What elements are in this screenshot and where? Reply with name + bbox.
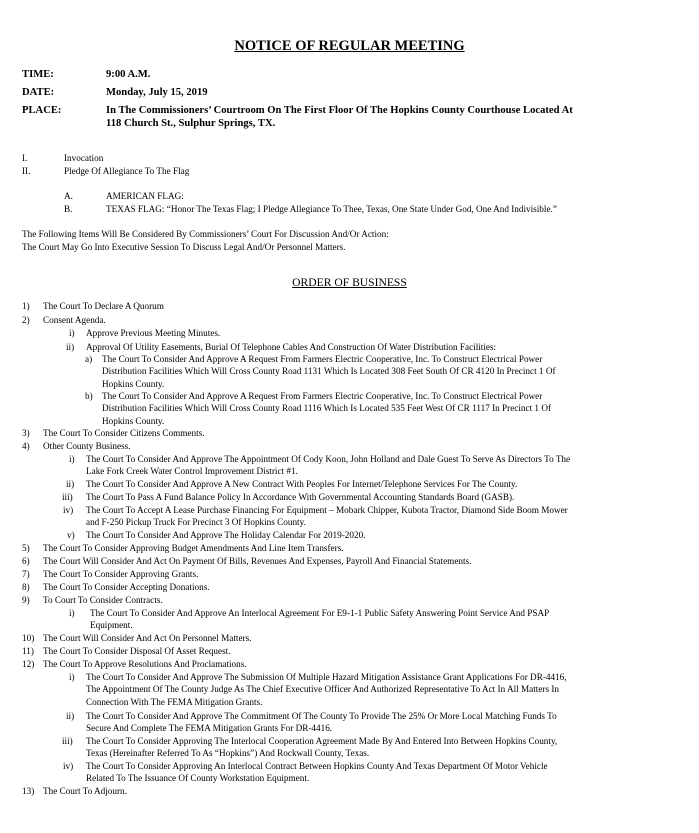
opening-num: I. <box>22 153 28 163</box>
agenda-item-text: Hopkins County. <box>102 378 165 389</box>
agenda-item-number: 5) <box>22 543 30 553</box>
agenda-item-number: 1) <box>22 301 30 311</box>
agenda-item-text: Distribution Facilities Which Will Cross County Road 1131 Which Is Located 308 Feet South Of CR 4120 In Precinct 1 Of <box>102 366 556 377</box>
agenda-item-text: The Court Will Consider And Act On Payment Of Bills, Revenues And Expenses, Payroll And Financial Statements. <box>43 556 472 566</box>
agenda-item-text: The Court To Consider Accepting Donations. <box>43 582 210 592</box>
opening-invocation: Invocation <box>64 153 104 163</box>
intro-line: The Court May Go Into Executive Session To Discuss Legal And/Or Personnel Matters. <box>22 242 346 252</box>
agenda-item-number: iv) <box>63 761 74 771</box>
agenda-item-text: The Court To Approve Resolutions And Proclamations. <box>43 659 247 669</box>
pledge-texas-flag: TEXAS FLAG: “Honor The Texas Flag; I Pledge Allegiance To Thee, Texas, One State Under God, One And Indivisible.” <box>106 204 557 214</box>
agenda-item-text: The Court To Pass A Fund Balance Policy In Accordance With Governmental Accounting Standards Board (GASB). <box>86 492 515 502</box>
agenda-item-text: The Court To Consider Approving An Interlocal Contract Between Hopkins County And Texas Department Of Motor Vehicle <box>86 761 548 771</box>
agenda-item-number: iii) <box>62 492 73 502</box>
agenda-item-number: i) <box>69 672 75 682</box>
agenda-item-number: 13) <box>22 786 35 796</box>
agenda-item-text: Consent Agenda. <box>43 315 106 325</box>
agenda-item-number: 12) <box>22 659 35 669</box>
date-value: Monday, July 15, 2019 <box>106 87 208 98</box>
agenda-item-text: The Appointment Of The County Judge As The Chief Executive Officer And Authorized Representative To Act In All Matters In <box>86 684 560 695</box>
agenda-item-text: Related To The Issuance Of County Workstation Equipment. <box>86 773 310 784</box>
agenda-item-text: Hopkins County. <box>102 415 165 426</box>
agenda-item-text: Secure And Complete The FEMA Mitigation Grants For DR-4416. <box>86 723 333 734</box>
agenda-item-text: The Court To Consider And Approve The Commitment Of The County To Provide The 25% Or More Local Matching Funds To <box>86 711 557 721</box>
agenda-item-text: To Court To Consider Contracts. <box>43 595 163 605</box>
agenda-item-text: Approval Of Utility Easements, Burial Of Telephone Cables And Construction Of Water Distribution Facilities: <box>86 342 497 352</box>
place-label: PLACE: <box>22 105 62 116</box>
agenda-item-number: 4) <box>22 441 30 451</box>
pledge-num: A. <box>64 191 73 201</box>
agenda-item-text: Approve Previous Meeting Minutes. <box>86 328 221 338</box>
agenda-item-text: The Court To Consider And Approve A Request From Farmers Electric Cooperative, Inc. To Construct Electrical Power <box>102 391 543 401</box>
agenda-item-text: Other County Business. <box>43 441 131 451</box>
agenda-item-text: The Court To Consider And Approve The Appointment Of Cody Koon, John Holland and Dale Guest To Serve As Directors To The <box>86 454 571 464</box>
agenda-item-text: The Court Will Consider And Act On Personnel Matters. <box>43 633 252 643</box>
agenda-item-text: The Court To Consider And Approve The Holiday Calendar For 2019-2020. <box>86 530 366 540</box>
agenda-item-text: Texas (Hereinafter Referred To As “Hopkins”) And Rockwall County, Texas. <box>86 748 370 759</box>
agenda-item-number: 7) <box>22 569 30 579</box>
agenda-item-number: 3) <box>22 428 30 438</box>
agenda-item-number: i) <box>69 328 75 338</box>
agenda-item-number: i) <box>69 454 75 464</box>
agenda-item-number: ii) <box>66 342 75 352</box>
agenda-item-number: 11) <box>22 646 34 656</box>
agenda-item-number: b) <box>85 391 93 401</box>
date-label: DATE: <box>22 87 55 98</box>
agenda-item-text: Equipment. <box>90 620 133 631</box>
agenda-item-number: iv) <box>63 505 74 515</box>
opening-num: II. <box>22 166 31 176</box>
agenda-item-text: The Court To Accept A Lease Purchase Financing For Equipment – Mobark Chipper, Kubota Tractor, Diamond Side Boom Mower <box>86 505 568 515</box>
agenda-item-number: i) <box>69 608 75 618</box>
agenda-item-text: Connection With The FEMA Mitigation Grants. <box>86 696 263 707</box>
agenda-item-number: iii) <box>62 736 73 746</box>
agenda-item-text: The Court To Consider Approving The Interlocal Cooperation Agreement Made By And Entered Into Between Hopkins County, <box>86 736 558 746</box>
agenda-item-number: 6) <box>22 556 30 566</box>
agenda-item-text: The Court To Consider Disposal Of Asset Request. <box>43 646 231 656</box>
agenda-item-text: The Court To Consider Approving Grants. <box>43 569 199 579</box>
agenda-item-number: a) <box>85 354 93 364</box>
agenda-item-text: The Court To Consider And Approve The Submission Of Multiple Hazard Mitigation Assistance Grant Applications For DR-4416, <box>86 672 567 682</box>
time-label: TIME: <box>22 69 54 80</box>
pledge-american-flag: AMERICAN FLAG: <box>106 191 184 201</box>
place-value-line-2: 118 Church St., Sulphur Springs, TX. <box>106 118 276 129</box>
opening-pledge: Pledge Of Allegiance To The Flag <box>64 166 190 176</box>
agenda-item-text: The Court To Consider And Approve An Interlocal Agreement For E9-1-1 Public Safety Answering Point Service And PSAP <box>90 608 550 618</box>
agenda-item-number: v) <box>67 530 75 540</box>
agenda-item-number: ii) <box>66 711 75 721</box>
agenda-item-text: The Court To Consider And Approve A Request From Farmers Electric Cooperative, Inc. To Construct Electrical Power <box>102 354 543 364</box>
agenda-item-text: Lake Fork Creek Water Control Improvement District #1. <box>86 466 298 477</box>
place-value-line-1: In The Commissioners’ Courtroom On The First Floor Of The Hopkins County Courthouse Located At <box>106 105 573 116</box>
agenda-item-text: The Court To Consider Approving Budget Amendments And Line Item Transfers. <box>43 543 344 553</box>
agenda-item-number: 8) <box>22 582 30 592</box>
document-title: NOTICE OF REGULAR MEETING <box>234 38 465 54</box>
pledge-num: B. <box>64 204 73 214</box>
agenda-item-text: and F-250 Pickup Truck For Precinct 3 Of Hopkins County. <box>86 517 306 528</box>
time-value: 9:00 A.M. <box>106 69 151 80</box>
agenda-item-number: 9) <box>22 595 30 605</box>
agenda-item-number: ii) <box>66 479 75 489</box>
agenda-item-text: The Court To Consider Citizens Comments. <box>43 428 205 438</box>
agenda-item-text: The Court To Declare A Quorum <box>43 301 164 311</box>
intro-line: The Following Items Will Be Considered By Commissioners’ Court For Discussion And/Or Action: <box>22 229 389 239</box>
agenda-item-text: The Court To Consider And Approve A New Contract With Peoples For Internet/Telephone Services For The County. <box>86 479 518 489</box>
agenda-item-number: 10) <box>22 633 35 643</box>
agenda-item-text: Distribution Facilities Which Will Cross County Road 1116 Which Is Located 535 Feet West Of CR 1117 In Precinct 1 Of <box>102 403 552 414</box>
order-of-business-heading: ORDER OF BUSINESS <box>292 276 407 289</box>
agenda-item-text: The Court To Adjourn. <box>43 786 127 796</box>
agenda-item-number: 2) <box>22 315 30 325</box>
